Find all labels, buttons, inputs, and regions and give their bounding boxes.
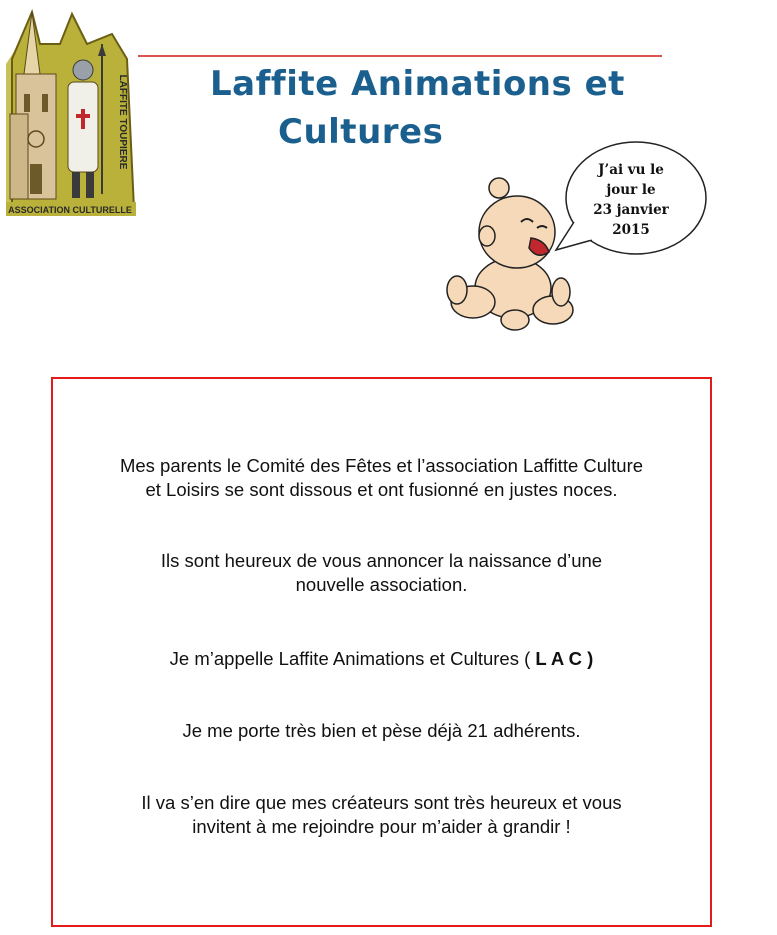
bubble-line-3: 23 janvier bbox=[593, 202, 669, 218]
paragraph-health bbox=[53, 719, 710, 743]
paragraph-line: Il va s’en dire que mes créateurs sont très heureux et vous bbox=[141, 792, 622, 813]
header-rule bbox=[138, 55, 662, 57]
paragraph-line: Je me porte très bien et pèse déjà 21 adhérents. bbox=[182, 720, 581, 741]
paragraph-line bbox=[53, 647, 710, 671]
bubble-line-2: jour le bbox=[606, 182, 656, 198]
title-line-1: Laffite Animations et bbox=[210, 64, 625, 104]
logo-bottom-text: ASSOCIATION CULTURELLE bbox=[8, 205, 132, 215]
paragraph-announcement bbox=[53, 549, 710, 597]
paragraph-line: Mes parents le Comité des Fêtes et l’association Laffitte Culture bbox=[119, 455, 644, 476]
bubble-line-1: J’ai vu le bbox=[598, 162, 664, 178]
name-acronym: L A C ) bbox=[535, 648, 594, 669]
speech-bubble-text bbox=[566, 160, 696, 240]
paragraph-line: invitent à me rejoindre pour m’aider à grandir ! bbox=[192, 816, 571, 837]
paragraph-line: nouvelle association. bbox=[295, 574, 468, 595]
association-logo bbox=[2, 4, 140, 218]
announcement-box bbox=[51, 377, 712, 927]
paragraph-line: et Loisirs se sont dissous et ont fusionné en justes noces. bbox=[145, 479, 618, 500]
paragraph-invitation bbox=[53, 791, 710, 839]
title-line-2: Cultures bbox=[278, 112, 444, 152]
name-text: Je m’appelle Laffite Animations et Cultures ( bbox=[169, 648, 536, 669]
bubble-line-4: 2015 bbox=[612, 222, 650, 238]
logo-side-text: LAFFITE TOUPIERE bbox=[117, 74, 128, 170]
baby-illustration bbox=[435, 170, 580, 340]
paragraph-line: Ils sont heureux de vous annoncer la naissance d’une bbox=[160, 550, 603, 571]
paragraph-parents bbox=[53, 454, 710, 502]
paragraph-name bbox=[53, 647, 710, 671]
